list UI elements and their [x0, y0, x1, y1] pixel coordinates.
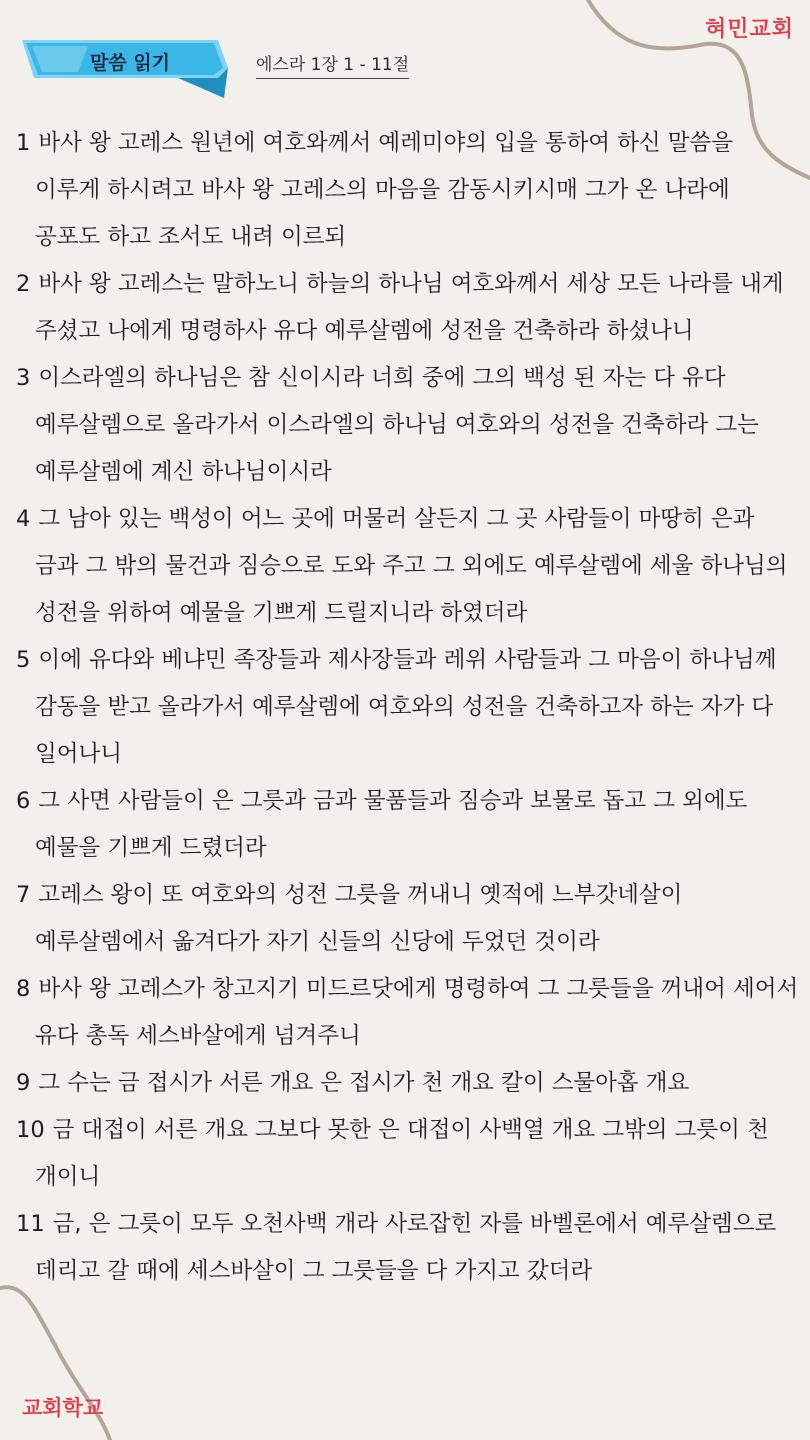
verse-text: 이에 유다와 베냐민 족장들과 제사장들과 레위 사람들과 그 마음이 하나님께 감동을 받고 올라가서 예루살렘에 여호와의 성전을 건축하고자 하는 자가 다 일어나니	[35, 647, 777, 767]
verse-number: 1	[16, 130, 31, 156]
verse-number: 10	[16, 1117, 45, 1143]
footer-label: 교회학교	[22, 1396, 104, 1420]
verse-item	[16, 966, 800, 1060]
scripture-reference: 에스라 1장 1 - 11절	[256, 50, 409, 79]
verse-text: 그 사면 사람들이 은 그릇과 금과 물품들과 짐승과 보물로 돕고 그 외에도 예물을 기쁘게 드렸더라	[35, 788, 748, 861]
verse-number: 6	[16, 788, 31, 814]
verse-item	[16, 872, 800, 966]
verse-item	[16, 261, 800, 355]
verse-number: 11	[16, 1211, 45, 1237]
badge-label: 말씀 읽기	[90, 52, 171, 74]
verse-text: 고레스 왕이 또 여호와의 성전 그릇을 꺼내니 옛적에 느부갓네살이 예루살렘에서 옮겨다가 자기 신들의 신당에 두었던 것이라	[35, 882, 683, 955]
section-badge	[18, 38, 233, 100]
verse-text: 바사 왕 고레스가 창고지기 미드르닷에게 명령하여 그 그릇들을 꺼내어 세어서 유다 총독 세스바살에게 넘겨주니	[35, 976, 799, 1049]
verse-item	[16, 1107, 800, 1201]
verse-item	[16, 1060, 800, 1107]
verse-text: 금 대접이 서른 개요 그보다 못한 은 대접이 사백열 개요 그밖의 그릇이 천 개이니	[35, 1117, 769, 1190]
verse-text: 금, 은 그릇이 모두 오천사백 개라 사로잡힌 자를 바벨론에서 예루살렘으로 데리고 갈 때에 세스바살이 그 그릇들을 다 가지고 갔더라	[35, 1211, 777, 1284]
verse-list	[16, 120, 800, 1295]
verse-number: 8	[16, 976, 31, 1002]
verse-number: 4	[16, 506, 31, 532]
verse-item	[16, 778, 800, 872]
verse-text: 바사 왕 고레스는 말하노니 하늘의 하나님 여호와께서 세상 모든 나라를 내게 주셨고 나에게 명령하사 유다 예루살렘에 성전을 건축하라 하셨나니	[35, 271, 784, 344]
verse-item	[16, 355, 800, 496]
verse-number: 7	[16, 882, 31, 908]
verse-number: 9	[16, 1070, 31, 1096]
verse-item	[16, 1201, 800, 1295]
verse-item	[16, 496, 800, 637]
verse-number: 3	[16, 365, 31, 391]
verse-text: 이스라엘의 하나님은 참 신이시라 너희 중에 그의 백성 된 자는 다 유다 예루살렘으로 올라가서 이스라엘의 하나님 여호와의 성전을 건축하라 그는 예루살렘에 계신 하나님이시라	[35, 365, 759, 485]
verse-number: 5	[16, 647, 31, 673]
verse-item	[16, 120, 800, 261]
verse-text: 그 남아 있는 백성이 어느 곳에 머물러 살든지 그 곳 사람들이 마땅히 은과 금과 그 밖의 물건과 짐승으로 도와 주고 그 외에도 예루살렘에 세울 하나님의 성전을 위하여 예물을 기쁘게 드릴지니라 하였더라	[35, 506, 788, 626]
verse-item	[16, 637, 800, 778]
verse-text: 바사 왕 고레스 원년에 여호와께서 예레미야의 입을 통하여 하신 말씀을 이루게 하시려고 바사 왕 고레스의 마음을 감동시키시매 그가 온 나라에 공포도 하고 조서도 내려 이르되	[35, 130, 734, 250]
church-name: 혀민교회	[704, 17, 794, 42]
verse-number: 2	[16, 271, 31, 297]
verse-text: 그 수는 금 접시가 서른 개요 은 접시가 천 개요 칼이 스물아홉 개요	[38, 1070, 690, 1096]
